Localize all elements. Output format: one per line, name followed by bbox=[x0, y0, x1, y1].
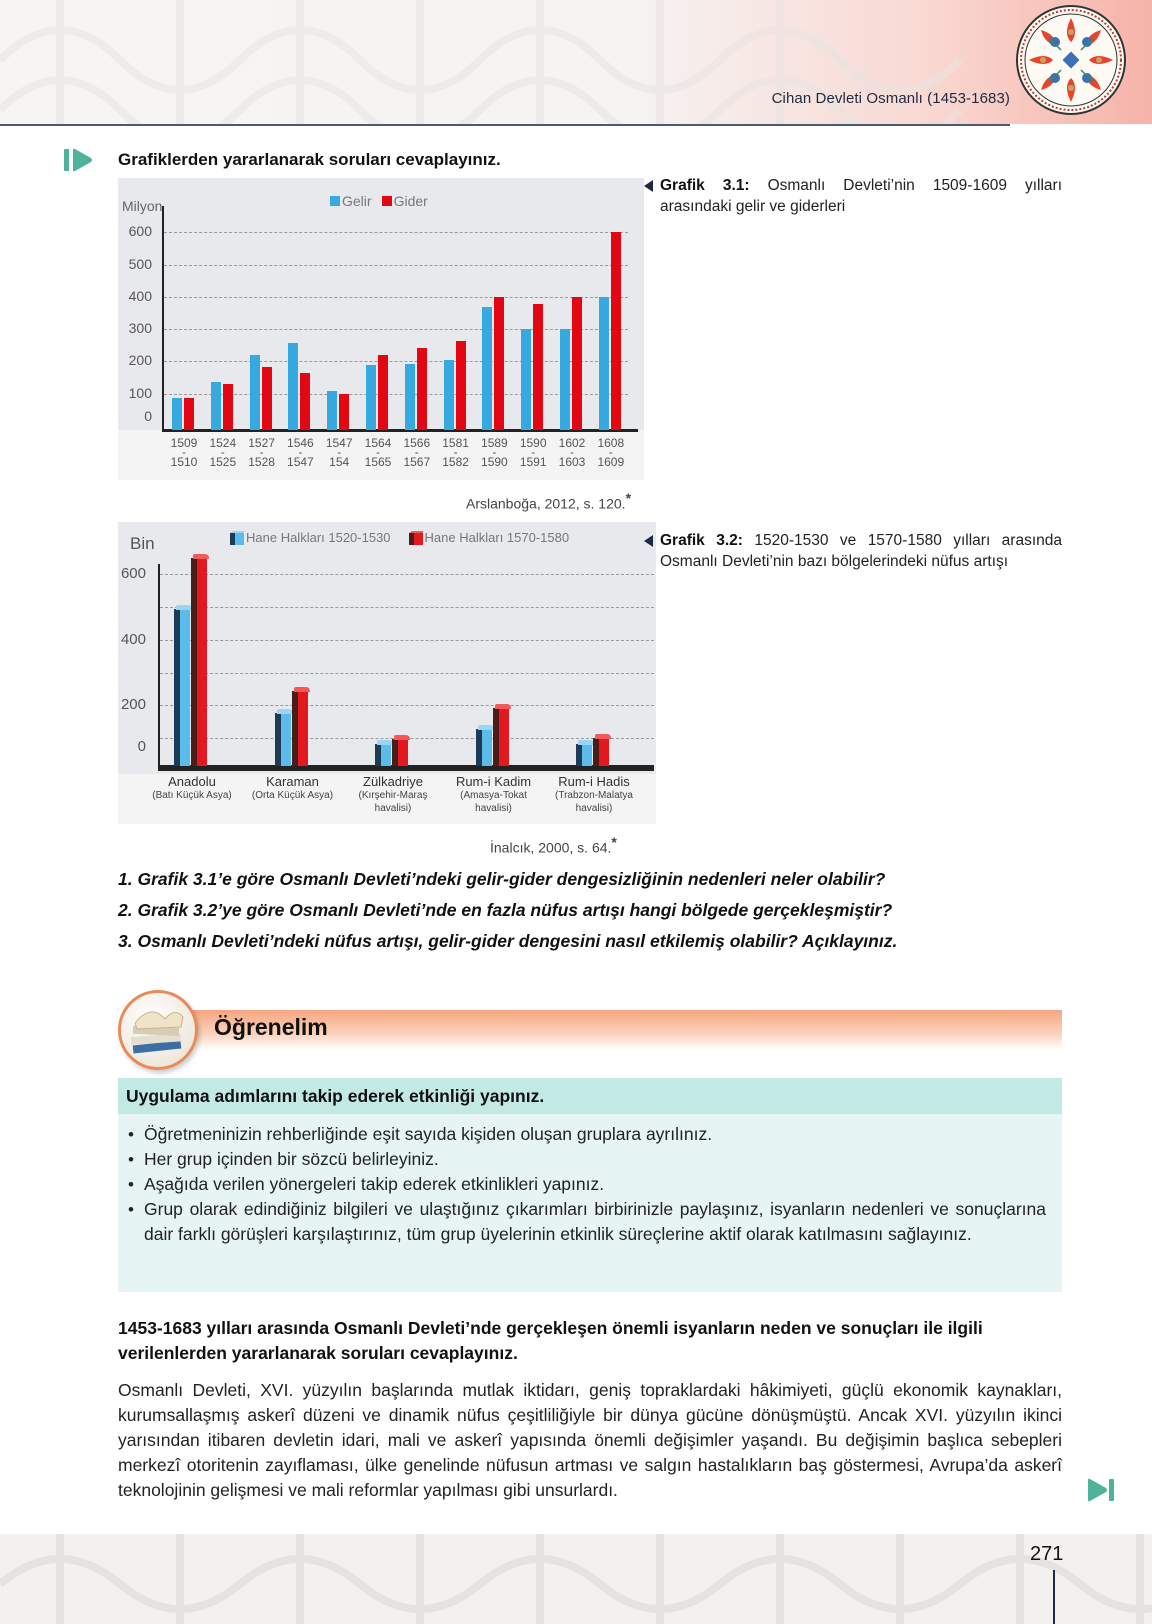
bar-3d bbox=[476, 729, 492, 766]
bar-top-face bbox=[595, 734, 611, 739]
bar-gelir bbox=[327, 391, 337, 430]
bar-gelir bbox=[521, 329, 531, 430]
gridline bbox=[164, 232, 628, 233]
caption-label: Grafik 3.1: bbox=[660, 177, 750, 194]
activity-step: • Grup olarak edindiğiniz bilgileri ve ulaştığınız çıkarımları birbirinizle paylaşınız, isyanların nedenleri ve sonuçlarına dair farklı görüşleri karşılaştırınız, tüm grup üyelerinin etkinlik süreçlerine aktif olarak katılmasını sağlayınız. bbox=[126, 1197, 1046, 1247]
activity-step: • Aşağıda verilen yönergeleri takip ederek etkinlikleri yapınız. bbox=[126, 1172, 1046, 1197]
bar-top-face bbox=[478, 725, 494, 730]
source-text: Arslanboğa, 2012, s. 120. bbox=[466, 495, 626, 512]
caption-text: 1520-1530 ve 1570-1580 yılları arasında Osmanlı Devleti’nin bazı bölgelerindeki nüfus artışı bbox=[660, 532, 1063, 570]
x-tick-label: 1566 1567 bbox=[403, 436, 431, 469]
legend-swatch-red bbox=[382, 196, 392, 206]
bar-gelir bbox=[366, 365, 376, 430]
bar-gider bbox=[533, 304, 543, 430]
bar-front-face bbox=[197, 558, 207, 766]
source-mark: * bbox=[611, 834, 617, 850]
x-tick-label: 1546 1547 bbox=[287, 436, 314, 469]
y-axis bbox=[162, 206, 164, 430]
bar-front-face bbox=[381, 744, 391, 766]
bar-top-face bbox=[377, 740, 393, 745]
question-number: 3. bbox=[118, 931, 133, 951]
bar-gider bbox=[300, 373, 310, 430]
page-number-rule bbox=[1053, 1570, 1055, 1624]
books-illustration bbox=[121, 993, 195, 1067]
y-tick-label: 0 bbox=[144, 408, 152, 424]
activity-steps bbox=[126, 1122, 1046, 1247]
bar-top-face bbox=[394, 735, 410, 740]
x-tick-label: 1608 1609 bbox=[597, 436, 625, 469]
question-text: Grafik 3.2’ye göre Osmanlı Devleti’nde en fazla nüfus artışı hangi bölgede gerçekleşmiştir? bbox=[137, 900, 893, 920]
bar-gelir bbox=[211, 382, 221, 430]
legend-cube-blue-icon bbox=[230, 531, 244, 545]
bar-gider bbox=[223, 384, 233, 430]
bar-front-face bbox=[281, 713, 291, 766]
activity-step: • Her grup içinden bir sözcü belirleyiniz. bbox=[126, 1147, 1046, 1172]
bar-gider bbox=[572, 297, 582, 430]
y-tick-label: 200 bbox=[128, 352, 152, 369]
bar-gider bbox=[262, 367, 272, 430]
x-tick-label: 1589 1590 bbox=[481, 436, 508, 469]
question-3 bbox=[118, 926, 1058, 957]
caption-pointer-icon bbox=[644, 180, 653, 192]
question-number: 1. bbox=[118, 869, 133, 889]
legend-label: Hane Halkları 1520-1530 bbox=[246, 530, 391, 545]
legend-swatch-blue bbox=[330, 196, 340, 206]
y-tick-label: 200 bbox=[120, 696, 146, 714]
activity-step: • Öğretmeninizin rehberliğinde eşit sayıda kişiden oluşan gruplara ayrılınız. bbox=[126, 1122, 1046, 1147]
bar-top-face bbox=[495, 704, 511, 709]
y-axis bbox=[158, 564, 160, 766]
x-category-label: Zülkadriye (Kırşehir-Maraş havalisi) bbox=[358, 774, 428, 814]
ottoman-tile-medallion-icon bbox=[1015, 4, 1127, 116]
page-header-band bbox=[0, 0, 1152, 124]
bar-top-face bbox=[193, 554, 209, 559]
x-category-label: Rum-i Kadim (Amasya-Tokat havalisi) bbox=[455, 774, 532, 814]
x-category-label: Anadolu (Batı Küçük Asya) bbox=[152, 774, 232, 801]
chart1-caption bbox=[660, 175, 1062, 217]
gridline bbox=[160, 705, 654, 706]
activity-title: Uygulama adımlarını takip ederek etkinliği yapınız. bbox=[126, 1086, 545, 1106]
activity-box bbox=[118, 1078, 1062, 1292]
legend-label: Gider bbox=[393, 193, 428, 209]
gridline bbox=[160, 673, 654, 674]
bar-front-face bbox=[398, 739, 408, 766]
bar-front-face bbox=[180, 609, 190, 766]
bar-top-face bbox=[176, 605, 192, 610]
question-list bbox=[118, 864, 1058, 957]
bar-gider bbox=[339, 394, 349, 430]
caption-text: Osmanlı Devleti’nin 1509-1609 yılları arasındaki gelir ve giderleri bbox=[660, 177, 1062, 215]
x-tick-label: 1581 1582 bbox=[442, 436, 469, 469]
bar-3d bbox=[275, 713, 291, 766]
gridline bbox=[160, 640, 654, 641]
chart1-source bbox=[466, 490, 631, 512]
bar-gelir bbox=[482, 307, 492, 430]
x-tick-label: 1527 1528 bbox=[248, 436, 275, 469]
gridline bbox=[164, 329, 628, 330]
y-axis-unit-label: Milyon bbox=[122, 198, 163, 214]
bar-front-face bbox=[499, 708, 509, 766]
y-tick-label: 300 bbox=[128, 320, 152, 337]
x-tick-label: 1590 1591 bbox=[519, 436, 547, 469]
x-category-label: Rum-i Hadis (Trabzon-Malatya havalisi) bbox=[555, 774, 633, 814]
bar-gelir bbox=[288, 343, 298, 430]
gridline bbox=[164, 265, 628, 266]
legend-item-gelir bbox=[330, 193, 372, 209]
bar-front-face bbox=[482, 729, 492, 766]
x-category-label: Karaman (Orta Küçük Asya) bbox=[251, 774, 334, 801]
bar-3d bbox=[174, 609, 190, 766]
bar-gelir bbox=[444, 360, 454, 430]
y-tick-label: 600 bbox=[120, 565, 146, 583]
bar-3d bbox=[493, 708, 509, 766]
question-number: 2. bbox=[118, 900, 133, 920]
y-axis-unit-label: Bin bbox=[130, 534, 155, 553]
legend-cube-red-icon bbox=[409, 531, 423, 545]
x-tick-label: 1564 1565 bbox=[364, 436, 392, 469]
gridline bbox=[164, 361, 628, 362]
question-text: Grafik 3.1’e göre Osmanlı Devleti’ndeki gelir-gider dengesizliğinin nedenleri neler olabilir? bbox=[137, 869, 886, 889]
bar-3d bbox=[576, 744, 592, 766]
bar-front-face bbox=[599, 738, 609, 766]
task-instruction: 1453-1683 yılları arasında Osmanlı Devleti’nde gerçekleşen önemli isyanların neden ve sonuçları ile ilgili verilenlerden yararlanarak soruları cevaplayınız. bbox=[118, 1318, 983, 1363]
question-text: Osmanlı Devleti’ndeki nüfus artışı, gelir-gider dengesini nasıl etkilemiş olabilir? Açıklayınız. bbox=[137, 931, 898, 951]
bar-3d bbox=[375, 744, 391, 766]
continue-next-marker-icon bbox=[1087, 1478, 1115, 1502]
x-tick-label: 1524 1525 bbox=[209, 436, 237, 469]
gridline bbox=[160, 607, 654, 608]
bar-3d bbox=[191, 558, 207, 766]
y-tick-label: 400 bbox=[120, 630, 146, 648]
bar-top-face bbox=[578, 740, 594, 745]
question-2 bbox=[118, 895, 1058, 926]
legend-item-1520-1530 bbox=[230, 530, 391, 545]
chart-population-growth bbox=[118, 522, 656, 824]
bar-gelir bbox=[250, 355, 260, 430]
legend-item-1570-1580 bbox=[409, 530, 570, 545]
caption-pointer-icon bbox=[644, 535, 653, 547]
header-divider bbox=[0, 124, 1010, 126]
bar-top-face bbox=[294, 687, 310, 692]
chart-legend bbox=[230, 530, 569, 545]
gridline bbox=[160, 574, 654, 575]
chapter-title: Cihan Devleti Osmanlı (1453-1683) bbox=[771, 90, 1010, 107]
x-tick-label: 1602 1603 bbox=[558, 436, 586, 469]
body-paragraph: Osmanlı Devleti, XVI. yüzyılın başlarında mutlak iktidarı, geniş topraklardaki hâkimiyeti, güçlü ekonomik kaynakları, kurumsallaşmış askerî düzeni ve dinamik nüfus çeşitliliğiyle bir dünya gücüne dönüşmüştü. Ancak XVI. yüzyılın ikinci yarısından itibaren devletin idari, mali ve askerî yapısında önemli değişimler yaşandı. Bu değişimin başlıca sebepleri merkezî otoritenin zayıflaması, ülke genelinde nüfusun artması ve salgın hastalıkların baş göstermesi, Avrupa’da askerî teknolojinin gelişmesi ve mali reformlar yapılması gibi unsurlardı. bbox=[118, 1380, 1062, 1500]
caption-label: Grafik 3.2: bbox=[660, 532, 743, 549]
bar-front-face bbox=[298, 691, 308, 766]
legend-item-gider bbox=[382, 193, 428, 209]
bar-3d bbox=[593, 738, 609, 766]
bar-gider bbox=[184, 398, 194, 430]
y-tick-label: 100 bbox=[128, 384, 152, 401]
activity-header bbox=[118, 1078, 1062, 1114]
bar-gider bbox=[417, 348, 427, 430]
source-mark: * bbox=[625, 490, 632, 506]
page-number: 271 bbox=[1030, 1543, 1064, 1565]
learn-section-title: Öğrenelim bbox=[214, 1014, 328, 1040]
legend-label: Gelir bbox=[342, 193, 372, 209]
y-tick-label: 0 bbox=[137, 738, 146, 755]
y-tick-label: 600 bbox=[128, 223, 152, 240]
bar-gelir bbox=[599, 297, 609, 430]
geometric-pattern-background bbox=[0, 1534, 1152, 1624]
bar-gider bbox=[494, 297, 504, 430]
bar-top-face bbox=[277, 709, 293, 714]
legend-label: Hane Halkları 1570-1580 bbox=[424, 530, 570, 545]
gridline bbox=[164, 394, 628, 395]
bar-gelir bbox=[172, 398, 182, 430]
question-1 bbox=[118, 864, 1058, 895]
play-start-marker-icon bbox=[64, 148, 94, 172]
bar-gelir bbox=[405, 364, 415, 430]
bar-3d bbox=[292, 691, 308, 766]
books-stack-icon bbox=[118, 990, 198, 1070]
y-tick-label: 400 bbox=[128, 287, 152, 304]
page-footer-band bbox=[0, 1534, 1152, 1624]
chart-legend bbox=[330, 193, 428, 209]
source-text: İnalcık, 2000, s. 64. bbox=[490, 839, 612, 856]
bar-gider bbox=[378, 355, 388, 430]
chart2-caption bbox=[660, 530, 1062, 572]
bar-gelir bbox=[560, 329, 570, 430]
x-tick-label: 1509 1510 bbox=[170, 436, 198, 469]
bar-front-face bbox=[582, 744, 592, 766]
gridline bbox=[164, 297, 628, 298]
y-tick-label: 500 bbox=[128, 255, 152, 272]
chart-income-expense bbox=[118, 178, 644, 480]
instruction-heading: Grafiklerden yararlanarak soruları cevaplayınız. bbox=[118, 150, 501, 169]
bar-gider bbox=[611, 232, 621, 430]
chart2-source bbox=[490, 834, 617, 856]
bar-3d bbox=[392, 739, 408, 766]
x-tick-label: 1547 154 bbox=[325, 436, 353, 469]
bar-gider bbox=[456, 341, 466, 430]
